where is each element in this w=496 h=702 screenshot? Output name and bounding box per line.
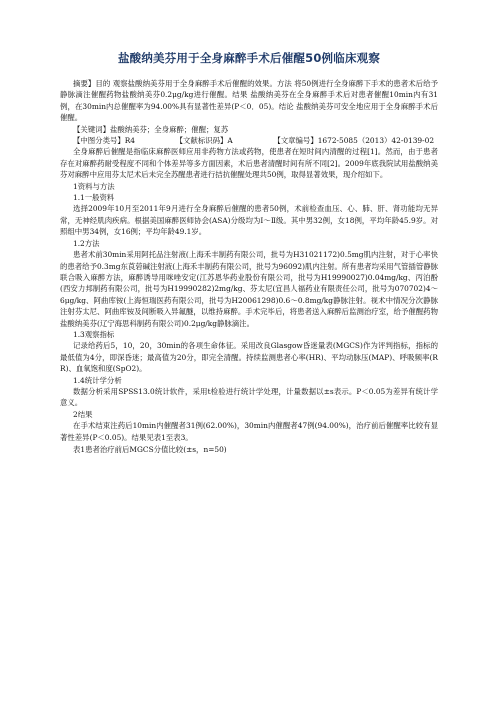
section-heading-1-4: 1.4统计学分析: [73, 375, 122, 385]
section-1-2-paragraph: 患者术前30min采用阿托品注射液(上海禾丰制药有限公司，批号为H31021172)0.5mg肌内注射，对于心率快的患者给予0.3mg东莨菪碱注射液(上海禾丰制药有限公司，批号为96092)肌内注射。所有患者均采用气管插管静脉联合吸入麻醉方法，麻醉诱导用咪唑安定(江苏恩华药业股份有限公司，批号为H19990027)0.04mg/kg、丙泊酚(西安力邦制药有限公司，批号为H19990282)2mg/kg、芬太尼(宜昌人福药业有限责任公司，批号为070702)4～6μg/kg、阿曲库铵(上海恒瑞医药有限公司，批号为H20061298)0.6～0.8mg/kg静脉注射。视术中情况分次静脉注射芬太尼、阿曲库铵及间断吸入异氟醚，以维持麻醉。手术完毕后，将患者送入麻醉后监测治疗室，给予催醒药物盐酸纳美芬(辽宁海思科制药有限公司)0.2μg/kg静脉滴注。: [60, 250, 438, 328]
section-heading-1: 1资料与方法: [73, 181, 115, 191]
section-1-1-paragraph: 选择2009年10月至2011年9月进行全身麻醉后催醒的患者50例，术前检查血压、心、肺、肝、肾功能均无异常，无神经肌肉疾病。根据美国麻醉医师协会(ASA)分级均为Ⅰ～Ⅱ级。其中男32例，女18例，平均年龄45.9岁。对照组中男34例，女16例；平均年龄49.1岁。: [60, 204, 438, 237]
keywords-line: 【关键词】盐酸纳美芬；全身麻醉；催醒；复苏: [73, 124, 229, 134]
abstract-paragraph: 摘要】目的 观察盐酸纳美芬用于全身麻醉手术后催醒的效果。方法 将50例进行全身麻醉下手术的患者术后给予静脉滴注催醒药物盐酸纳美芬0.2μg/kg进行催醒。结果 盐酸纳美芬在全身麻醉手术后对患者催醒10min内有31例，在30min内总催醒率为94.00%具有显著性差异(P＜0．05)。结论 盐酸纳美芬可安全地应用于全身麻醉手术后催醒。: [60, 79, 438, 123]
page-title: 盐酸纳美芬用于全身麻醉手术后催醒50例临床观察: [117, 51, 381, 65]
section-heading-1-1: 1.1一般资料: [73, 193, 115, 203]
intro-paragraph: 全身麻醉后催醒是指临床麻醉医师应用非药物方法或药物，使患者在短时间内清醒的过程[1]。然而，由于患者存在对麻醉药耐受程度不同和个体差异等多方面因素，术后患者清醒时间有所不同[2]。2009年底我院试用盐酸纳美芬对麻醉中应用芬太尼术后未完全苏醒患者进行拮抗催醒处理共50例，取得显著效果，现介绍如下。: [60, 147, 438, 180]
classification-line: 【中图分类号】R4 【文献标识码】A 【文章编号】1672-5085（2013）42-0139-02: [73, 136, 435, 146]
section-1-4-paragraph: 数据分析采用SPSS13.0统计软件，采用t检验进行统计学处理，计量数据以±s表示。P＜0.05为差异有统计学意义。: [60, 386, 438, 408]
table-caption: 表1患者治疗前后MGCS分值比较(±s，n=50): [73, 445, 227, 454]
section-1-3-paragraph: 记录给药后5，10，20，30min的各项生命体征。采用改良Glasgow昏迷量表(MGCS)作为评判指标，指标的最低值为4分，即深昏迷；最高值为20分，即完全清醒。持续监测患者心率(HR)、平均动脉压(MAP)、呼吸频率(RR)、血氧饱和度(SpO2)。: [60, 341, 438, 374]
section-heading-1-2: 1.2方法: [73, 238, 100, 248]
section-2-paragraph: 在手术结束注药后10min内催醒者31例(62.00%)，30min内催醒者47例(94.00%)，治疗前后催醒率比较有显著性差异(P＜0.05)。结果见表1至表3。: [60, 421, 438, 442]
section-heading-1-3: 1.3观察指标: [73, 329, 115, 339]
section-heading-2: 2结果: [73, 409, 93, 419]
